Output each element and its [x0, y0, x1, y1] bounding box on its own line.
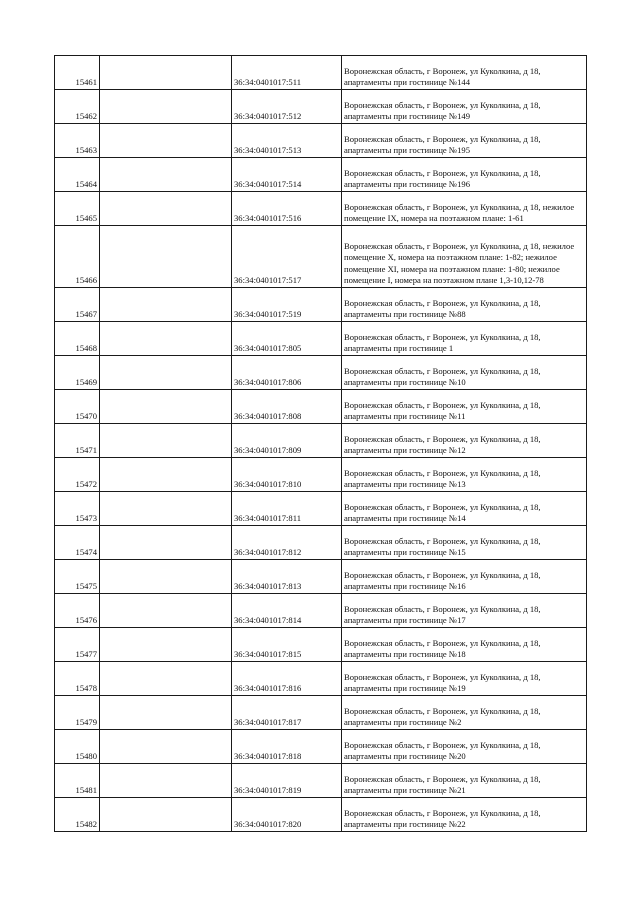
empty-cell: [100, 526, 232, 560]
address-cell: Воронежская область, г Воронеж, ул Куколкина, д 18, апартаменты при гостинице №18: [342, 628, 587, 662]
cadastral-number-cell: 36:34:0401017:816: [232, 662, 342, 696]
cadastral-number-cell: 36:34:0401017:818: [232, 730, 342, 764]
address-cell: Воронежская область, г Воронеж, ул Куколкина, д 18, апартаменты при гостинице №14: [342, 492, 587, 526]
table-row: [55, 90, 587, 124]
registry-table: [54, 55, 587, 832]
row-number-cell: 15479: [55, 696, 100, 730]
row-number-cell: 15465: [55, 192, 100, 226]
row-number-cell: 15481: [55, 764, 100, 798]
table-row: [55, 124, 587, 158]
cadastral-number-cell: 36:34:0401017:511: [232, 56, 342, 90]
table-row: [55, 798, 587, 832]
row-number-cell: 15470: [55, 390, 100, 424]
table-row: [55, 526, 587, 560]
row-number-cell: 15480: [55, 730, 100, 764]
table-row: [55, 226, 587, 288]
cadastral-number-cell: 36:34:0401017:513: [232, 124, 342, 158]
row-number-cell: 15474: [55, 526, 100, 560]
address-cell: Воронежская область, г Воронеж, ул Куколкина, д 18, апартаменты при гостинице №10: [342, 356, 587, 390]
empty-cell: [100, 226, 232, 288]
empty-cell: [100, 492, 232, 526]
table-row: [55, 458, 587, 492]
empty-cell: [100, 730, 232, 764]
empty-cell: [100, 56, 232, 90]
address-cell: Воронежская область, г Воронеж, ул Куколкина, д 18, апартаменты при гостинице №22: [342, 798, 587, 832]
cadastral-number-cell: 36:34:0401017:517: [232, 226, 342, 288]
cadastral-number-cell: 36:34:0401017:808: [232, 390, 342, 424]
address-cell: Воронежская область, г Воронеж, ул Куколкина, д 18, апартаменты при гостинице №13: [342, 458, 587, 492]
table-row: [55, 356, 587, 390]
row-number-cell: 15468: [55, 322, 100, 356]
table-row: [55, 560, 587, 594]
address-cell: Воронежская область, г Воронеж, ул Куколкина, д 18, апартаменты при гостинице 1: [342, 322, 587, 356]
table-row: [55, 288, 587, 322]
address-cell: Воронежская область, г Воронеж, ул Куколкина, д 18, апартаменты при гостинице №16: [342, 560, 587, 594]
cadastral-number-cell: 36:34:0401017:806: [232, 356, 342, 390]
row-number-cell: 15475: [55, 560, 100, 594]
table-row: [55, 322, 587, 356]
row-number-cell: 15466: [55, 226, 100, 288]
empty-cell: [100, 798, 232, 832]
cadastral-number-cell: 36:34:0401017:519: [232, 288, 342, 322]
table-row: [55, 424, 587, 458]
row-number-cell: 15464: [55, 158, 100, 192]
cadastral-number-cell: 36:34:0401017:810: [232, 458, 342, 492]
row-number-cell: 15482: [55, 798, 100, 832]
address-cell: Воронежская область, г Воронеж, ул Куколкина, д 18, апартаменты при гостинице №149: [342, 90, 587, 124]
table-row: [55, 56, 587, 90]
row-number-cell: 15472: [55, 458, 100, 492]
address-cell: Воронежская область, г Воронеж, ул Куколкина, д 18, апартаменты при гостинице №11: [342, 390, 587, 424]
cadastral-number-cell: 36:34:0401017:512: [232, 90, 342, 124]
table-row: [55, 492, 587, 526]
row-number-cell: 15461: [55, 56, 100, 90]
address-cell: Воронежская область, г Воронеж, ул Куколкина, д 18, апартаменты при гостинице №196: [342, 158, 587, 192]
table-row: [55, 696, 587, 730]
empty-cell: [100, 90, 232, 124]
address-cell: Воронежская область, г Воронеж, ул Куколкина, д 18, апартаменты при гостинице №21: [342, 764, 587, 798]
empty-cell: [100, 458, 232, 492]
empty-cell: [100, 390, 232, 424]
cadastral-number-cell: 36:34:0401017:516: [232, 192, 342, 226]
row-number-cell: 15462: [55, 90, 100, 124]
empty-cell: [100, 322, 232, 356]
table-row: [55, 158, 587, 192]
address-cell: Воронежская область, г Воронеж, ул Куколкина, д 18, нежилое помещение X, номера на поэтажном плане: 1-82; нежилое помещение XI, номера на поэтажном плане: 1-80; нежилое помещение I, номера на поэтажном плане 1,3-10,12-78: [342, 226, 587, 288]
empty-cell: [100, 662, 232, 696]
cadastral-number-cell: 36:34:0401017:811: [232, 492, 342, 526]
cadastral-number-cell: 36:34:0401017:809: [232, 424, 342, 458]
cadastral-number-cell: 36:34:0401017:805: [232, 322, 342, 356]
cadastral-number-cell: 36:34:0401017:813: [232, 560, 342, 594]
address-cell: Воронежская область, г Воронеж, ул Куколкина, д 18, апартаменты при гостинице №144: [342, 56, 587, 90]
row-number-cell: 15467: [55, 288, 100, 322]
address-cell: Воронежская область, г Воронеж, ул Куколкина, д 18, апартаменты при гостинице №20: [342, 730, 587, 764]
empty-cell: [100, 192, 232, 226]
registry-table-body: [55, 56, 587, 832]
empty-cell: [100, 424, 232, 458]
cadastral-number-cell: 36:34:0401017:812: [232, 526, 342, 560]
empty-cell: [100, 594, 232, 628]
cadastral-number-cell: 36:34:0401017:814: [232, 594, 342, 628]
row-number-cell: 15478: [55, 662, 100, 696]
table-row: [55, 730, 587, 764]
cadastral-number-cell: 36:34:0401017:817: [232, 696, 342, 730]
cadastral-number-cell: 36:34:0401017:514: [232, 158, 342, 192]
address-cell: Воронежская область, г Воронеж, ул Куколкина, д 18, апартаменты при гостинице №12: [342, 424, 587, 458]
empty-cell: [100, 764, 232, 798]
row-number-cell: 15471: [55, 424, 100, 458]
table-row: [55, 628, 587, 662]
empty-cell: [100, 158, 232, 192]
address-cell: Воронежская область, г Воронеж, ул Куколкина, д 18, апартаменты при гостинице №17: [342, 594, 587, 628]
empty-cell: [100, 288, 232, 322]
address-cell: Воронежская область, г Воронеж, ул Куколкина, д 18, апартаменты при гостинице №195: [342, 124, 587, 158]
row-number-cell: 15477: [55, 628, 100, 662]
address-cell: Воронежская область, г Воронеж, ул Куколкина, д 18, апартаменты при гостинице №19: [342, 662, 587, 696]
row-number-cell: 15476: [55, 594, 100, 628]
table-row: [55, 390, 587, 424]
cadastral-number-cell: 36:34:0401017:819: [232, 764, 342, 798]
address-cell: Воронежская область, г Воронеж, ул Куколкина, д 18, нежилое помещение IX, номера на поэтажном плане: 1-61: [342, 192, 587, 226]
empty-cell: [100, 560, 232, 594]
address-cell: Воронежская область, г Воронеж, ул Куколкина, д 18, апартаменты при гостинице №88: [342, 288, 587, 322]
cadastral-number-cell: 36:34:0401017:815: [232, 628, 342, 662]
row-number-cell: 15469: [55, 356, 100, 390]
table-row: [55, 764, 587, 798]
empty-cell: [100, 696, 232, 730]
address-cell: Воронежская область, г Воронеж, ул Куколкина, д 18, апартаменты при гостинице №2: [342, 696, 587, 730]
table-row: [55, 192, 587, 226]
row-number-cell: 15463: [55, 124, 100, 158]
empty-cell: [100, 356, 232, 390]
table-row: [55, 662, 587, 696]
cadastral-number-cell: 36:34:0401017:820: [232, 798, 342, 832]
empty-cell: [100, 628, 232, 662]
table-row: [55, 594, 587, 628]
row-number-cell: 15473: [55, 492, 100, 526]
empty-cell: [100, 124, 232, 158]
address-cell: Воронежская область, г Воронеж, ул Куколкина, д 18, апартаменты при гостинице №15: [342, 526, 587, 560]
